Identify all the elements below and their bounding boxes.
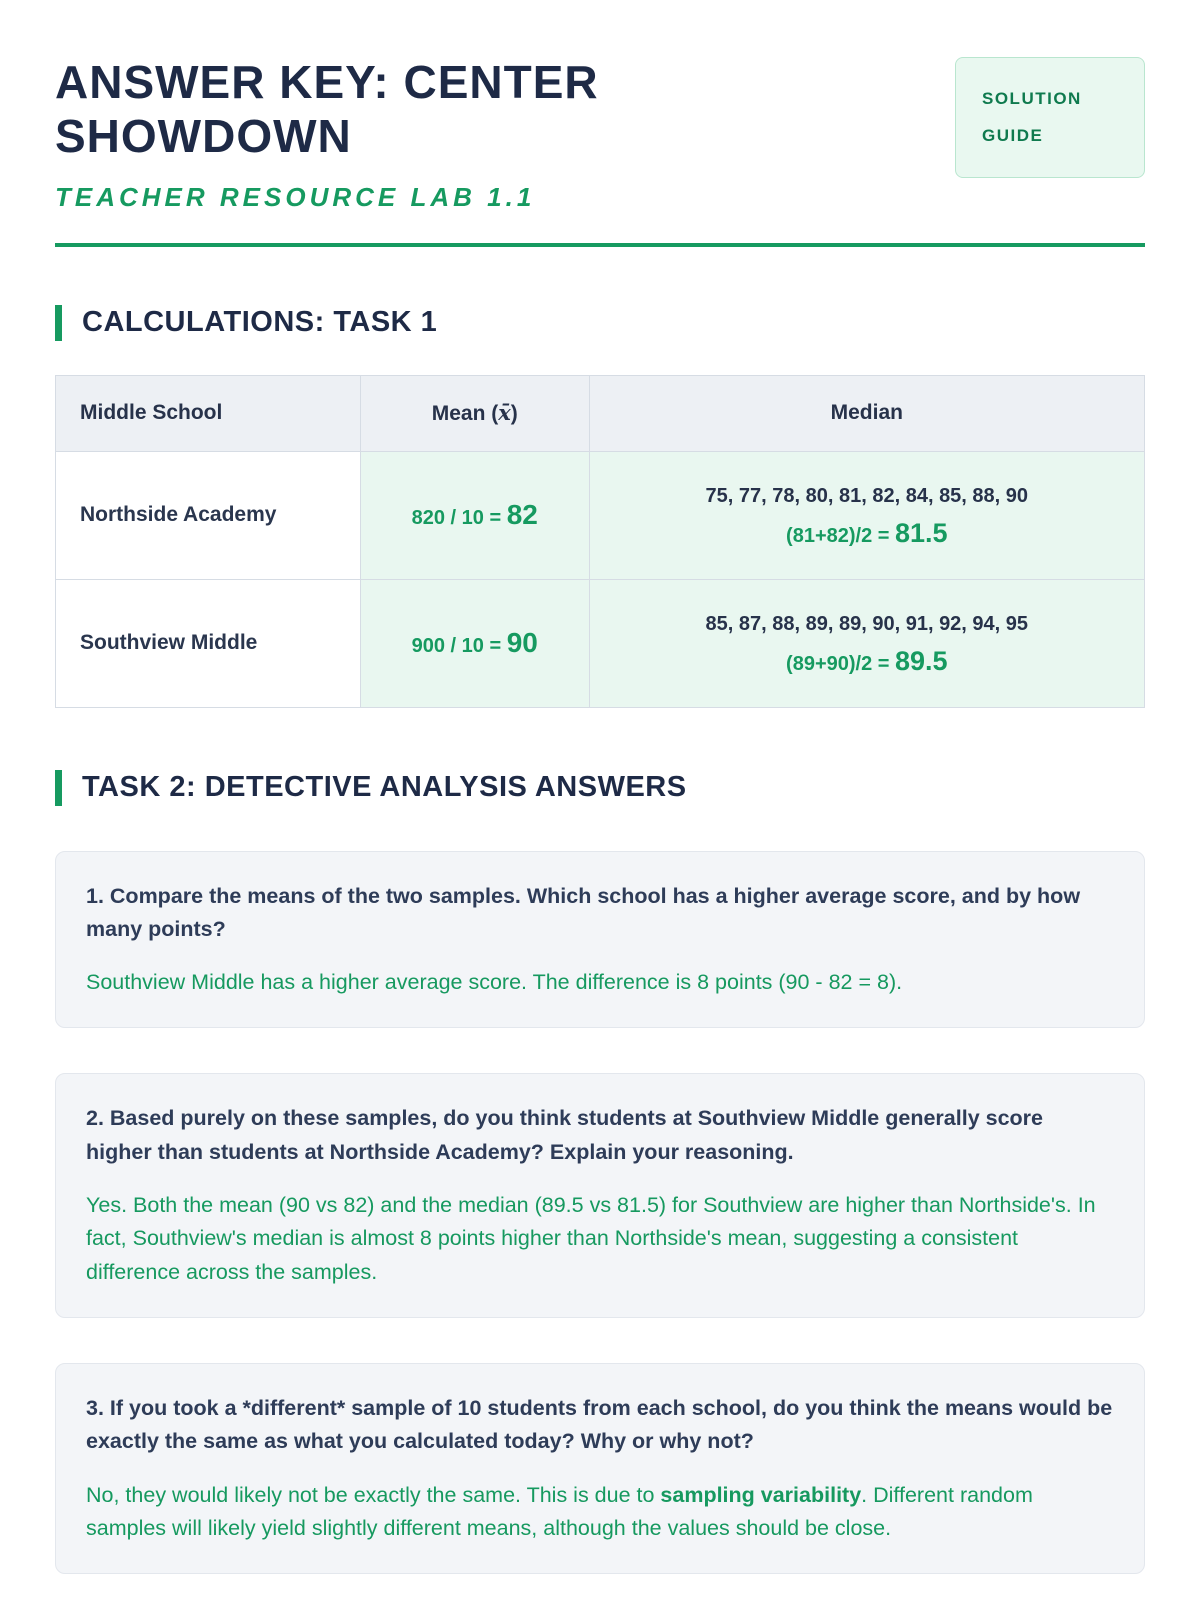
mean-header-pre: Mean (: [431, 402, 499, 426]
median-expression: (81+82)/2 =: [786, 524, 895, 547]
median-value: 89.5: [895, 645, 948, 676]
title-block: [55, 55, 775, 213]
badge-line-1: SOLUTION: [982, 89, 1082, 108]
heading-accent-bar: [55, 305, 62, 341]
answer-bold-term: sampling variability: [660, 1482, 862, 1507]
median-formula: [600, 646, 1134, 677]
calculations-table: [55, 375, 1145, 708]
page-subtitle: TEACHER RESOURCE LAB 1.1: [55, 181, 536, 212]
answer-text: Southview Middle has a higher average score. The difference is 8 points (90 - 82 = 8).: [86, 970, 903, 995]
column-header-school: Middle School: [56, 375, 361, 451]
school-name: Southview Middle: [56, 579, 361, 707]
question-card-3: [55, 1363, 1145, 1574]
answer-text: Yes. Both the mean (90 vs 82) and the median (89.5 vs 81.5) for Southview are higher than Northside's. In fact, Southview's median is almost 8 points higher than Northside's mean, suggesting a consistent difference across the samples.: [86, 1193, 1096, 1284]
column-header-median: Median: [589, 375, 1144, 451]
answer-lead: No, they would likely not be exactly the same. This is due to: [86, 1482, 661, 1507]
table-row: [56, 579, 1145, 707]
column-header-mean: [360, 375, 589, 451]
table-row: [56, 451, 1145, 579]
question-text: 3. If you took a *different* sample of 10 students from each school, do you think the means would be exactly the same as what you calculated today? Why or why not?: [86, 1396, 1113, 1454]
section1-title: CALCULATIONS: TASK 1: [82, 306, 438, 339]
question-text: 2. Based purely on these samples, do you think students at Southview Middle generally score higher than students at Northside Academy? Explain your reasoning.: [86, 1106, 1043, 1164]
section-heading-calculations: [55, 305, 1145, 341]
answer-text: [86, 1479, 1114, 1546]
median-cell: [589, 451, 1144, 579]
median-data-list: 75, 77, 78, 80, 81, 82, 84, 85, 88, 90: [705, 484, 1029, 507]
median-formula: [600, 518, 1134, 549]
mean-value: 90: [506, 627, 538, 659]
school-name: Northside Academy: [56, 451, 361, 579]
mean-cell: [360, 451, 589, 579]
answer-tail: .: [861, 1482, 874, 1507]
solution-guide-badge: [955, 57, 1145, 178]
page-title: ANSWER KEY: CENTER SHOWDOWN: [55, 56, 599, 163]
median-data-list: 85, 87, 88, 89, 89, 90, 91, 92, 94, 95: [705, 612, 1029, 635]
mean-header-post: ): [510, 402, 518, 426]
mean-cell: [360, 579, 589, 707]
median-expression: (89+90)/2 =: [786, 652, 895, 675]
mean-expression: 820 / 10 =: [411, 507, 507, 530]
mean-value: 82: [506, 499, 538, 531]
mean-xbar-symbol: x̄: [498, 400, 511, 426]
section-heading-task2: [55, 770, 1145, 806]
question-card-1: [55, 851, 1145, 1029]
question-text: 1. Compare the means of the two samples. Which school has a higher average score, and by how many points?: [86, 883, 1081, 941]
question-card-2: [55, 1073, 1145, 1318]
table-header-row: [56, 375, 1145, 451]
mean-expression: 900 / 10 =: [411, 635, 507, 658]
section2-title: TASK 2: DETECTIVE ANALYSIS ANSWERS: [82, 771, 687, 804]
answer-continuation: Different random samples will likely yield slightly different means, although the values should be close.: [86, 1482, 1033, 1540]
heading-accent-bar: [55, 770, 62, 806]
badge-line-2: GUIDE: [982, 126, 1044, 146]
page-header: [55, 55, 1145, 213]
header-divider: [55, 243, 1145, 247]
median-cell: [589, 579, 1144, 707]
median-value: 81.5: [895, 517, 948, 548]
